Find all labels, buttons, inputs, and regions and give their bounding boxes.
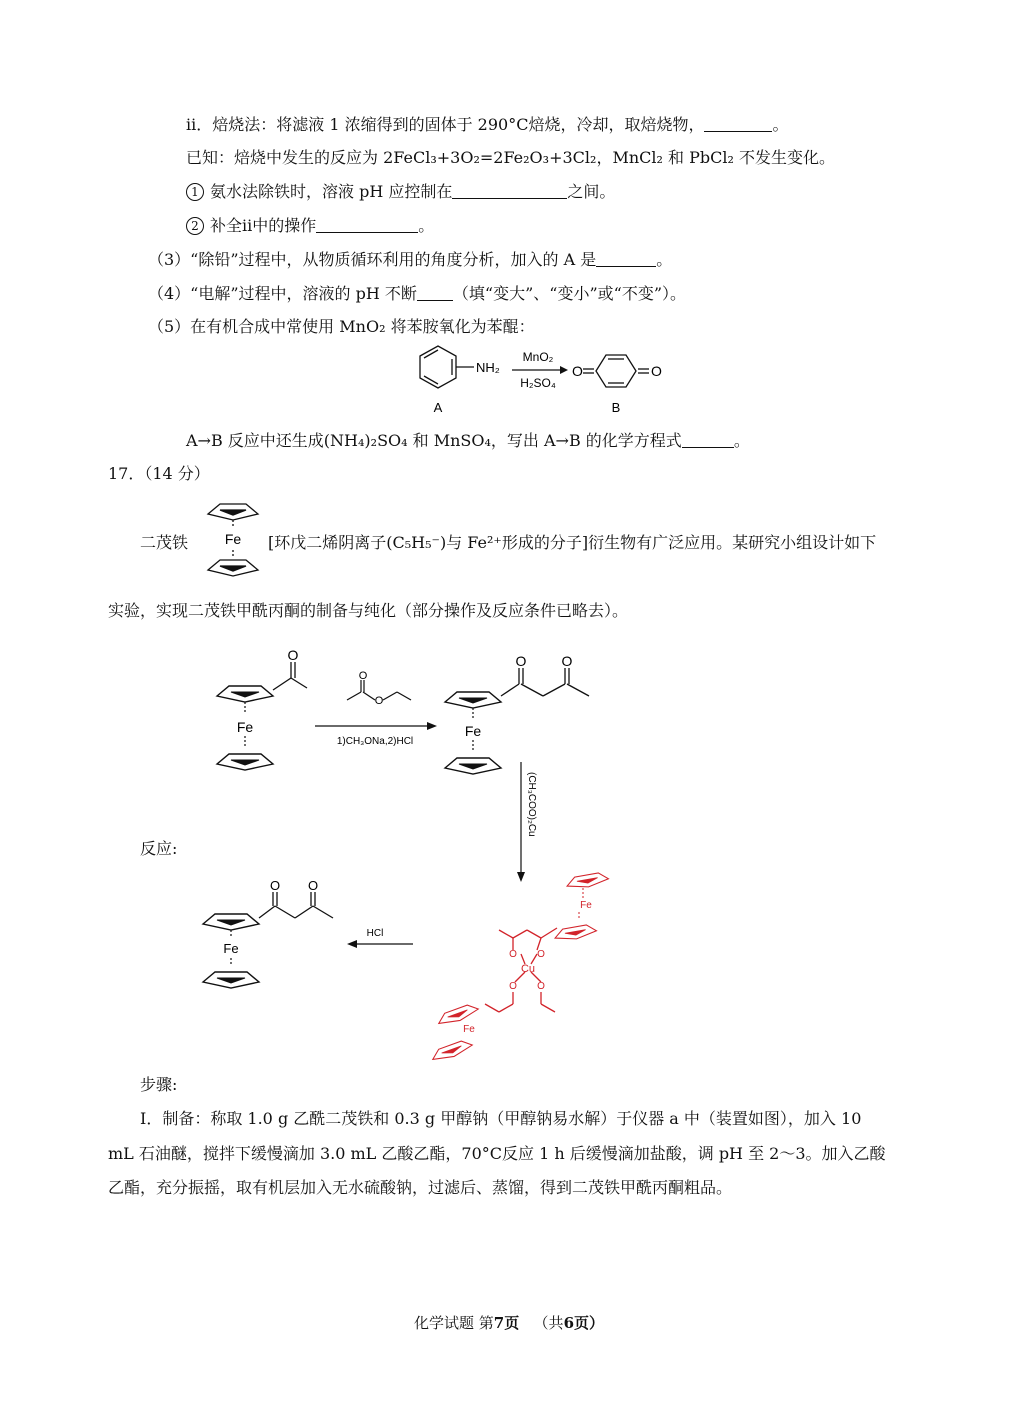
carbonyl-o: O [307,878,319,893]
product-ferrocenoylacetone [203,892,333,988]
footer-page-suffix: 页 [504,1314,520,1332]
period: 。 [418,216,435,235]
reagent-h2so4: H₂SO₄ [520,376,556,390]
q16-item2 [186,215,434,237]
step1-text-1: I．制备：称取 1.0 g 乙酰二茂铁和 0.3 g 甲醇钠（甲醇钠易水解）于仪器 a 中（装置如图），加入 10 [140,1109,862,1128]
period: 。 [772,115,789,134]
arrow-head [560,366,568,374]
step1-line1 [140,1108,861,1130]
fe-label: Fe [464,723,482,739]
carbonyl-o: O [561,653,573,669]
fe-label: Fe [224,531,242,547]
fe-label-red: Fe [463,1024,475,1035]
arrow-head [517,872,525,882]
reagent-step1: 1)CH₃ONa,2)HCl [336,736,414,747]
q17-header-text: 17．（14 分） [108,464,210,483]
reagent-step2: (CH₃COO)₂Cu [526,772,537,837]
q17-header [108,463,210,485]
page-footer [0,1312,1018,1333]
ferrocene-name: 二茂铁 [140,533,189,552]
carbonyl-o: O [287,647,299,663]
q17-intro-name [140,532,188,554]
benzene-ring [420,346,474,388]
reagent-step3: HCl [366,928,384,939]
footer-subject: 化学试题 [413,1314,474,1332]
q17-intro-text: [环戊二烯阴离子(C₅H₅⁻)与 Fe²⁺形成的分子]衍生物有广泛应用。某研究小组设计如下 [268,533,877,552]
footer-page-prefix: 第 [478,1314,494,1332]
fe-label-red: Fe [580,900,592,911]
oxygen-red: O [537,949,545,960]
ester-carbonyl-o: O [358,670,368,682]
footer-total-num: 6 [563,1314,574,1332]
q16-item2-text: 补全ii中的操作 [210,216,317,235]
q16-ii-text: ii．焙烧法：将滤液 1 浓缩得到的固体于 290°C焙烧，冷却，取焙烧物， [186,115,705,134]
answer-blank [682,431,734,448]
footer-total-prefix: （共 [533,1314,564,1332]
arrow-head [427,722,437,730]
carbonyl-o: O [515,653,527,669]
answer-blank [316,216,418,233]
quinone-ring [583,355,649,387]
q16-ii-line [186,114,788,136]
ferrocenoylacetone [445,668,589,774]
footer-page-num: 7 [493,1314,505,1332]
footer-total-suffix: 页） [574,1314,605,1332]
q16-part5-text: （5）在有机合成中常使用 MnO₂ 将苯胺氧化为苯醌： [148,317,535,336]
fe-label: Fe [223,941,239,956]
ester-o: O [374,695,384,707]
oxygen-left: O [572,363,583,379]
answer-blank [417,284,453,301]
reaction-label-text: 反应: [140,839,178,858]
q16-part3-text: （3）“除铅”过程中，从物质循环利用的角度分析，加入的 A 是 [148,250,597,269]
q16-part5 [148,316,535,338]
q16-part3 [148,249,672,271]
nh2-label: NH₂ [476,360,500,375]
q16-ab-line [186,430,750,452]
q17-intro-rest [268,532,876,554]
q16-known-line [186,147,835,169]
q17-intro-cont-text: 实验，实现二茂铁甲酰丙酮的制备与纯化（部分操作及反应条件已略去）。 [108,601,629,620]
oxygen-red: O [537,981,545,992]
step1-line3 [108,1177,732,1199]
answer-blank [452,182,567,199]
compound-b-label: B [611,400,621,415]
answer-blank [596,250,656,267]
q16-item1-text: 氨水法除铁时，溶液 pH 应控制在 [210,182,453,201]
steps-title-text: 步骤: [140,1075,178,1094]
q16-known-text: 已知：焙烧中发生的反应为 2FeCl₃+3O₂=2Fe₂O₃+3Cl₂，MnCl₂ 和 PbCl₂ 不发生变化。 [186,148,835,167]
step1-line2 [108,1143,886,1165]
q17-intro-cont [108,600,628,622]
carbonyl-o: O [269,878,281,893]
fe-label: Fe [236,719,254,735]
cu-label: Cu [520,963,536,975]
period: 。 [733,431,750,450]
reaction-scheme [195,640,635,1060]
aniline-oxidation-scheme [400,340,700,420]
period: 。 [656,250,673,269]
compound-a-label: A [433,400,443,415]
acetylferrocene [217,662,307,770]
arrow-head [347,940,357,948]
reagent-mno2: MnO₂ [522,350,554,364]
step1-text-3: 乙酯，充分振摇，取有机层加入无水硫酸钠，过滤后、蒸馏，得到二茂铁甲酰丙酮粗品。 [108,1178,733,1197]
step1-text-2: mL 石油醚，搅拌下缓慢滴加 3.0 mL 乙酸乙酯，70°C反应 1 h 后缓慢滴加盐酸，调 pH 至 2～3。加入乙酸 [108,1144,886,1163]
ferrocene-structure [200,500,266,582]
oxygen-red: O [509,981,517,992]
oxygen-right: O [651,363,662,379]
circled-number-1: 1 [186,183,204,201]
steps-title [140,1074,177,1096]
q16-part4 [148,283,686,305]
circled-number-2: 2 [186,217,204,235]
q16-part4-text: （4）“电解”过程中，溶液的 pH 不断 [148,284,417,303]
reaction-label [140,838,177,860]
q16-ab-text: A→B 反应中还生成(NH₄)₂SO₄ 和 MnSO₄，写出 A→B 的化学方程式 [186,431,682,450]
q16-part4-end: （填“变大”、“变小”或“不变”）。 [452,284,687,303]
oxygen-red: O [509,949,517,960]
q16-item1-end: 之间。 [567,182,616,201]
q16-item1 [186,181,615,203]
answer-blank [704,115,772,132]
